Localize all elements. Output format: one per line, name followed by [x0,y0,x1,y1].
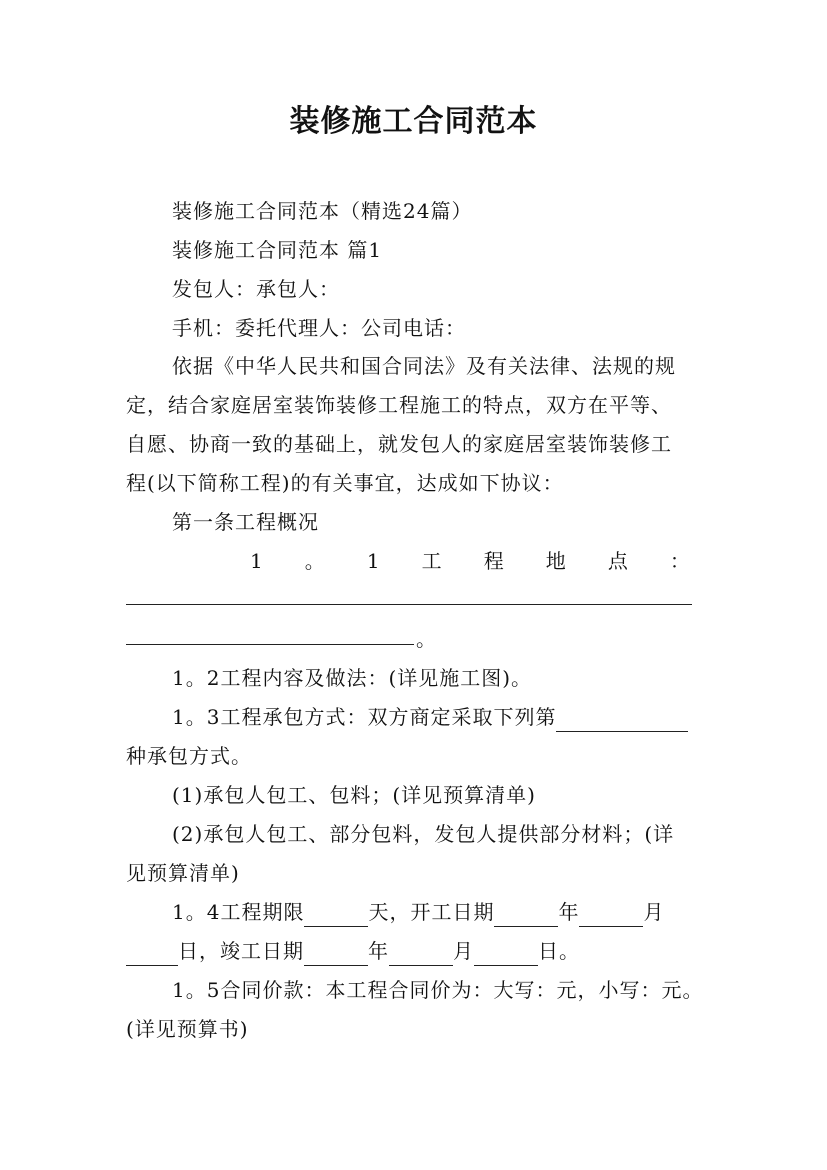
blank-underline [126,943,178,966]
site-char: 地 [545,549,566,573]
blank-underline [556,709,688,732]
site-char: ： [669,549,690,573]
section-heading: 装修施工合同范本 篇1 [172,238,383,262]
site-char: 程 [483,549,504,573]
contact-line: 手机：委托代理人：公司电话： [172,316,466,340]
paragraph-line: 自愿、协商一致的基础上，就发包人的家庭居室装饰装修工 [126,432,672,456]
duration-text: 天，开工日期 [368,900,495,924]
paragraph-line: 定，结合家庭居室装饰装修工程施工的特点，双方在平等、 [126,393,672,417]
blank-underline [389,943,453,966]
duration-text: 日。 [538,939,580,963]
site-char: 1 [366,549,380,573]
blank-underline [494,904,558,927]
blank-underline [304,904,368,927]
paragraph-line: 程(以下简称工程)的有关事宜，达成如下协议： [126,471,564,495]
option-2-line-2: 见预算清单) [126,861,240,885]
duration-text: 年 [558,900,580,924]
blank-underline [126,644,414,645]
duration-text: 日，竣工日期 [178,939,304,963]
duration-line-2 [126,936,580,966]
site-end-mark: 。 [416,627,437,651]
duration-text: 年 [368,939,389,963]
site-char: 1 [250,549,263,573]
site-location-line [250,546,690,576]
duration-text: 月 [453,939,474,963]
price-line-2: (详见预算书) [126,1017,249,1041]
page-title: 装修施工合同范本 [289,104,538,139]
site-char: 点 [607,549,628,573]
contract-mode-line [172,702,688,732]
parties-line: 发包人：承包人： [172,277,340,301]
blank-underline [304,943,368,966]
subtitle-line: 装修施工合同范本（精选24篇） [172,199,473,223]
option-2-line: (2)承包人包工、部分包料，发包人提供部分材料；(详 [172,822,675,846]
work-content-line: 1。2工程内容及做法：(详见施工图)。 [172,666,533,690]
duration-text: 月 [643,900,665,924]
blank-underline [579,904,643,927]
article-heading: 第一条工程概况 [172,510,319,534]
price-line: 1。5合同价款：本工程合同价为：大写：元，小写：元。 [172,978,704,1002]
site-char: 工 [421,549,442,573]
contract-mode-line-2: 种承包方式。 [126,744,252,768]
paragraph-line: 依据《中华人民共和国合同法》及有关法律、法规的规 [172,354,676,378]
blank-underline [474,943,538,966]
duration-text: 1。4工程期限 [172,900,305,924]
blank-underline [126,604,692,605]
contract-mode-text: 1。3工程承包方式：双方商定采取下列第 [172,705,557,729]
site-char: 。 [304,549,325,573]
duration-line [172,897,664,927]
option-1-line: (1)承包人包工、包料；(详见预算清单) [172,783,536,807]
